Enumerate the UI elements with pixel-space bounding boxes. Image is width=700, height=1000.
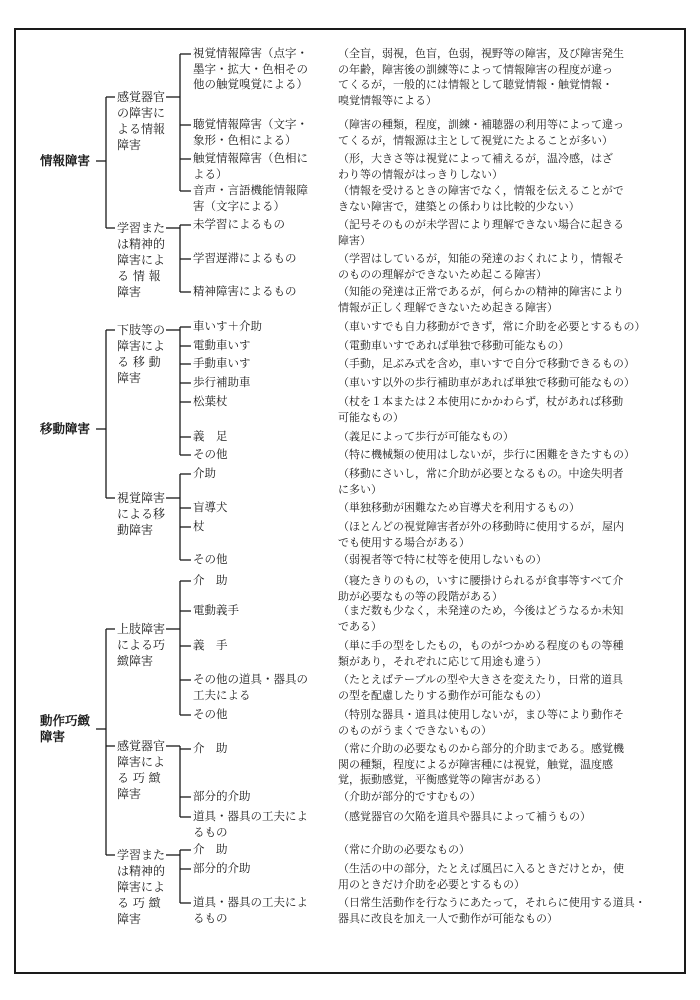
leaf-label	[193, 707, 228, 723]
leaf-description-line: （車いすでも自力移動ができず，常に介助を必要とするもの）	[338, 320, 646, 333]
leaf-label-line: 電動義手	[193, 603, 239, 617]
group-label-line: 動障害	[117, 523, 154, 537]
leaf-label-line: るもの	[193, 910, 228, 925]
leaf-label	[193, 394, 228, 410]
leaf-description	[338, 338, 569, 354]
leaf-description	[338, 117, 624, 148]
leaf-description-line: （移動にさいし，常に介助が必要となるもの。中途失明者	[338, 467, 624, 480]
leaf-description-line: （たとえばテーブルの型や大きさを変えたり，日常的道具	[338, 673, 624, 686]
leaf-description-line: （介助が部分的ですむもの）	[338, 790, 481, 803]
leaf-label	[193, 603, 239, 619]
leaf-label	[193, 672, 308, 703]
leaf-label	[193, 809, 308, 840]
leaf-description-line: （情報を受けるときの障害でなく，情報を伝えることがで	[338, 184, 624, 197]
group-label-line: は精神的	[117, 864, 166, 878]
leaf-label-line: 墨字・拡大・色相その	[193, 61, 308, 76]
category-label-line: 動作巧緻	[40, 713, 91, 728]
category-label-line: 情報障害	[40, 153, 91, 168]
leaf-label	[193, 638, 228, 654]
category-label	[40, 153, 90, 169]
leaf-label-line: るもの	[193, 824, 228, 839]
group-label-line: る 巧 緻	[117, 771, 161, 785]
leaf-description-line: きない障害で，建築との係わりは比較的少ない）	[338, 199, 580, 213]
leaf-description-line: （常に介助の必要なものから部分的介助まである。感覚機	[338, 742, 624, 755]
leaf-description-line: 覚，振動感覚，平衡感覚等の障害がある）	[338, 773, 547, 786]
category-label-line: 障害	[40, 729, 66, 744]
leaf-description	[338, 861, 624, 892]
leaf-label-line: 学習遅滞によるもの	[193, 251, 297, 265]
leaf-description	[338, 466, 624, 497]
leaf-description-line: 助が必要なもの等の段階がある）	[338, 589, 503, 603]
leaf-label	[193, 117, 308, 148]
group-label-line: 学習また	[117, 221, 166, 235]
leaf-description	[338, 603, 623, 634]
leaf-description-line: 類があり，それぞれに応じて用途も違う）	[338, 654, 547, 668]
leaf-description	[338, 284, 624, 315]
group-label-line: 感覚器官	[117, 739, 166, 753]
leaf-description-line: （弱視者等で特に杖等を使用しないもの）	[338, 553, 547, 566]
leaf-description-line: （杖を１本または２本使用にかかわらず，杖があれば移動	[338, 395, 624, 408]
leaf-label-line: 介助	[193, 466, 216, 480]
group-label	[117, 621, 165, 669]
leaf-label-line: その他	[193, 552, 228, 566]
leaf-label-line: 道具・器具の工夫によ	[193, 895, 308, 909]
leaf-description	[338, 707, 624, 738]
group-label-line: による移	[117, 507, 166, 521]
leaf-description-line: （学習はしているが，知能の発達のおくれにより，情報そ	[338, 252, 624, 265]
leaf-label	[193, 375, 251, 391]
category-label	[40, 421, 90, 437]
leaf-description-line: に多い）	[338, 482, 382, 496]
leaf-description-line: である）	[338, 619, 382, 633]
leaf-label-line: 部分的介助	[193, 861, 251, 875]
leaf-label	[193, 789, 251, 805]
leaf-label-line: 介 助	[193, 741, 228, 755]
leaf-label	[193, 338, 251, 354]
leaf-description-line: 可能なもの）	[338, 410, 404, 424]
leaf-description	[338, 789, 481, 805]
category-label-line: 移動障害	[40, 421, 91, 436]
leaf-description	[338, 573, 623, 604]
group-label-line: 感覚器官	[117, 90, 166, 104]
group-label	[117, 738, 165, 802]
leaf-description-line: てくるが，情報源は主として視覚にたよることが多い）	[338, 133, 613, 147]
leaf-description-line: （手動，足ぶみ式を含め，車いすで自分で移動できるもの）	[338, 357, 635, 370]
leaf-label-line: 義 手	[193, 638, 228, 652]
leaf-description	[338, 356, 635, 372]
leaf-label	[193, 447, 228, 463]
group-label-line: 視覚障害	[117, 491, 166, 505]
leaf-label	[193, 356, 251, 372]
leaf-description-line: わり等の情報がはっきりしない）	[338, 167, 503, 181]
leaf-label-line: 杖	[193, 519, 205, 533]
leaf-label-line: 部分的介助	[193, 789, 251, 803]
leaf-label	[193, 429, 228, 445]
group-label-line: による巧	[117, 638, 166, 652]
leaf-description-line: （車いす以外の歩行補助車があれば単独で移動可能なもの）	[338, 376, 635, 389]
leaf-label-line: 視覚情報障害（点字・	[193, 46, 308, 60]
leaf-label	[193, 842, 228, 858]
leaf-label-line: 車いす＋介助	[193, 319, 262, 333]
leaf-description-line: の年齢，障害後の訓練等によって情報障害の程度が違っ	[338, 62, 613, 76]
group-label	[117, 89, 165, 153]
leaf-description-line: （障害の種類，程度，訓練・補聴器の利用等によって違っ	[338, 118, 624, 131]
group-label	[117, 322, 165, 386]
leaf-description-line: （ほとんどの視覚障害者が外の移動時に使用するが，屋内	[338, 520, 624, 533]
leaf-description	[338, 46, 624, 108]
leaf-label	[193, 151, 308, 182]
leaf-label	[193, 466, 216, 482]
leaf-description-line: てくるが，一般的には情報として聴覚情報・触覚情報・	[338, 78, 613, 91]
group-label-line: 障害	[117, 285, 142, 299]
leaf-label	[193, 552, 228, 568]
leaf-label-line: 盲導犬	[193, 500, 228, 514]
leaf-label	[193, 519, 205, 535]
leaf-description-line: 器具に改良を加え一人で動作が可能なもの）	[338, 911, 558, 925]
leaf-description-line: （特に機械類の使用はしないが，歩行に困難をきたすもの）	[338, 448, 635, 461]
group-label-line: よる情報	[117, 122, 166, 136]
leaf-label-line: 他の触覚嗅覚による）	[193, 77, 308, 91]
leaf-description-line: でも使用する場合がある）	[338, 535, 470, 549]
leaf-label-line: 聴覚情報障害（文字・	[193, 117, 308, 131]
group-label-line: 障害	[117, 371, 142, 385]
leaf-description-line: （単に手の型をしたもの，ものがつかめる程度のもの等種	[338, 639, 624, 652]
group-label-line: 障害によ	[117, 880, 166, 894]
leaf-description-line: （電動車いすであれば単独で移動可能なもの）	[338, 339, 570, 352]
leaf-label	[193, 217, 285, 233]
leaf-description	[338, 217, 624, 248]
leaf-label-line: 害（文字による）	[193, 198, 285, 213]
leaf-description	[338, 809, 591, 825]
leaf-label-line: 介 助	[193, 842, 228, 856]
leaf-description-line: （日常生活動作を行なうにあたって，それらに使用する道具・	[338, 896, 646, 909]
leaf-label	[193, 284, 297, 300]
leaf-description-line: （まだ数も少なく，未発達のため，今後はどうなるか未知	[338, 604, 624, 617]
leaf-label-line: 未学習によるもの	[193, 217, 285, 231]
leaf-label	[193, 251, 297, 267]
leaf-label	[193, 573, 228, 589]
leaf-description-line: （特別な器具・道具は使用しないが，まひ等により動作そ	[338, 708, 624, 721]
leaf-description-line: （義足によって歩行が可能なもの）	[338, 430, 514, 443]
leaf-description	[338, 552, 547, 568]
category-label	[40, 713, 90, 745]
leaf-label	[193, 319, 262, 335]
group-label	[117, 220, 165, 300]
group-label-line: 下肢等の	[117, 323, 166, 337]
leaf-label-line: 松葉杖	[193, 394, 228, 408]
leaf-label-line: 触覚情報障害（色相に	[193, 151, 308, 165]
leaf-label-line: 手動車いす	[193, 356, 251, 370]
leaf-label	[193, 741, 228, 757]
leaf-label-line: 工夫による	[193, 687, 251, 702]
leaf-description	[338, 895, 646, 926]
leaf-label-line: 介 助	[193, 573, 228, 587]
leaf-description-line: 関の種類，程度によるが障害種には視覚，触覚，温度感	[338, 757, 613, 771]
leaf-label-line: 道具・器具の工夫によ	[193, 809, 308, 823]
leaf-label-line: よる）	[193, 166, 228, 181]
leaf-description	[338, 741, 624, 788]
leaf-label-line: 歩行補助車	[193, 375, 251, 389]
leaf-description-line: （常に介助の必要なもの）	[338, 843, 470, 856]
group-label-line: 障害によ	[117, 755, 166, 769]
leaf-label	[193, 46, 308, 93]
leaf-label-line: 電動車いす	[193, 338, 251, 352]
leaf-description-line: （感覚器官の欠陥を道具や器具によって補うもの）	[338, 810, 591, 823]
leaf-label-line: 義 足	[193, 429, 228, 443]
leaf-description-line: （単独移動が困難なため盲導犬を利用するもの）	[338, 501, 580, 514]
group-label-line: は精神的	[117, 237, 166, 251]
group-label	[117, 847, 165, 927]
leaf-description-line: 障害）	[338, 233, 371, 247]
leaf-description	[338, 429, 514, 445]
group-label-line: 障害	[117, 912, 142, 926]
leaf-description	[338, 519, 624, 550]
leaf-description	[338, 394, 623, 425]
group-label-line: 障害	[117, 787, 142, 801]
leaf-description	[338, 183, 624, 214]
leaf-label-line: 精神障害によるもの	[193, 284, 297, 298]
group-label-line: る 巧 緻	[117, 896, 161, 910]
group-label-line: 緻障害	[117, 654, 154, 668]
leaf-label-line: 音声・言語機能情報障	[193, 183, 308, 197]
leaf-label	[193, 861, 251, 877]
leaf-description	[338, 251, 624, 282]
leaf-description	[338, 672, 623, 703]
leaf-label-line: 象形・色相による）	[193, 132, 297, 147]
leaf-description-line: 情報が正しく理解できないため起きる障害）	[338, 300, 558, 314]
leaf-description-line: （形，大きさ等は視覚によって補えるが，温冷感，はざ	[338, 152, 613, 165]
leaf-label	[193, 500, 228, 516]
leaf-label-line: その他	[193, 707, 228, 721]
group-label-line: 学習また	[117, 848, 166, 862]
group-label-line: 障害によ	[117, 339, 166, 353]
group-label-line: の障害に	[117, 106, 166, 120]
leaf-label	[193, 895, 308, 926]
leaf-label-line: その他	[193, 447, 228, 461]
leaf-description-line: の型を配慮したりする動作が可能なもの）	[338, 688, 547, 702]
leaf-description	[338, 319, 645, 335]
group-label	[117, 490, 165, 538]
leaf-description	[338, 151, 613, 182]
leaf-description	[338, 842, 470, 858]
group-label-line: 障害	[117, 138, 142, 152]
leaf-description-line: （記号そのものが未学習により理解できない場合に起きる	[338, 218, 624, 231]
leaf-description-line: 用のときだけ介助を必要とするもの）	[338, 877, 525, 891]
leaf-description-line: （知能の発達は正常であるが，何らかの精神的障害により	[338, 285, 624, 298]
leaf-description-line: （全盲，弱視，色盲，色弱，視野等の障害，及び障害発生	[338, 47, 624, 60]
group-label-line: 上肢障害	[117, 622, 166, 636]
leaf-label-line: その他の道具・器具の	[193, 672, 308, 686]
leaf-description	[338, 447, 635, 463]
leaf-description-line: （寝たきりのもの，いすに腰掛けられるが食事等すべて介	[338, 574, 624, 587]
leaf-description-line: のものがうまくできないもの）	[338, 723, 492, 737]
group-label-line: る 移 動	[117, 355, 161, 369]
leaf-description-line: （生活の中の部分，たとえば風呂に入るときだけとか，使	[338, 862, 624, 875]
leaf-description	[338, 500, 580, 516]
group-label-line: る 情 報	[117, 269, 161, 283]
leaf-description-line: のものの理解ができないため起こる障害）	[338, 267, 547, 281]
leaf-label	[193, 183, 308, 214]
group-label-line: 障害によ	[117, 253, 166, 267]
leaf-description	[338, 638, 624, 669]
leaf-description	[338, 375, 635, 391]
leaf-description-line: 嗅覚情報等による）	[338, 93, 437, 107]
